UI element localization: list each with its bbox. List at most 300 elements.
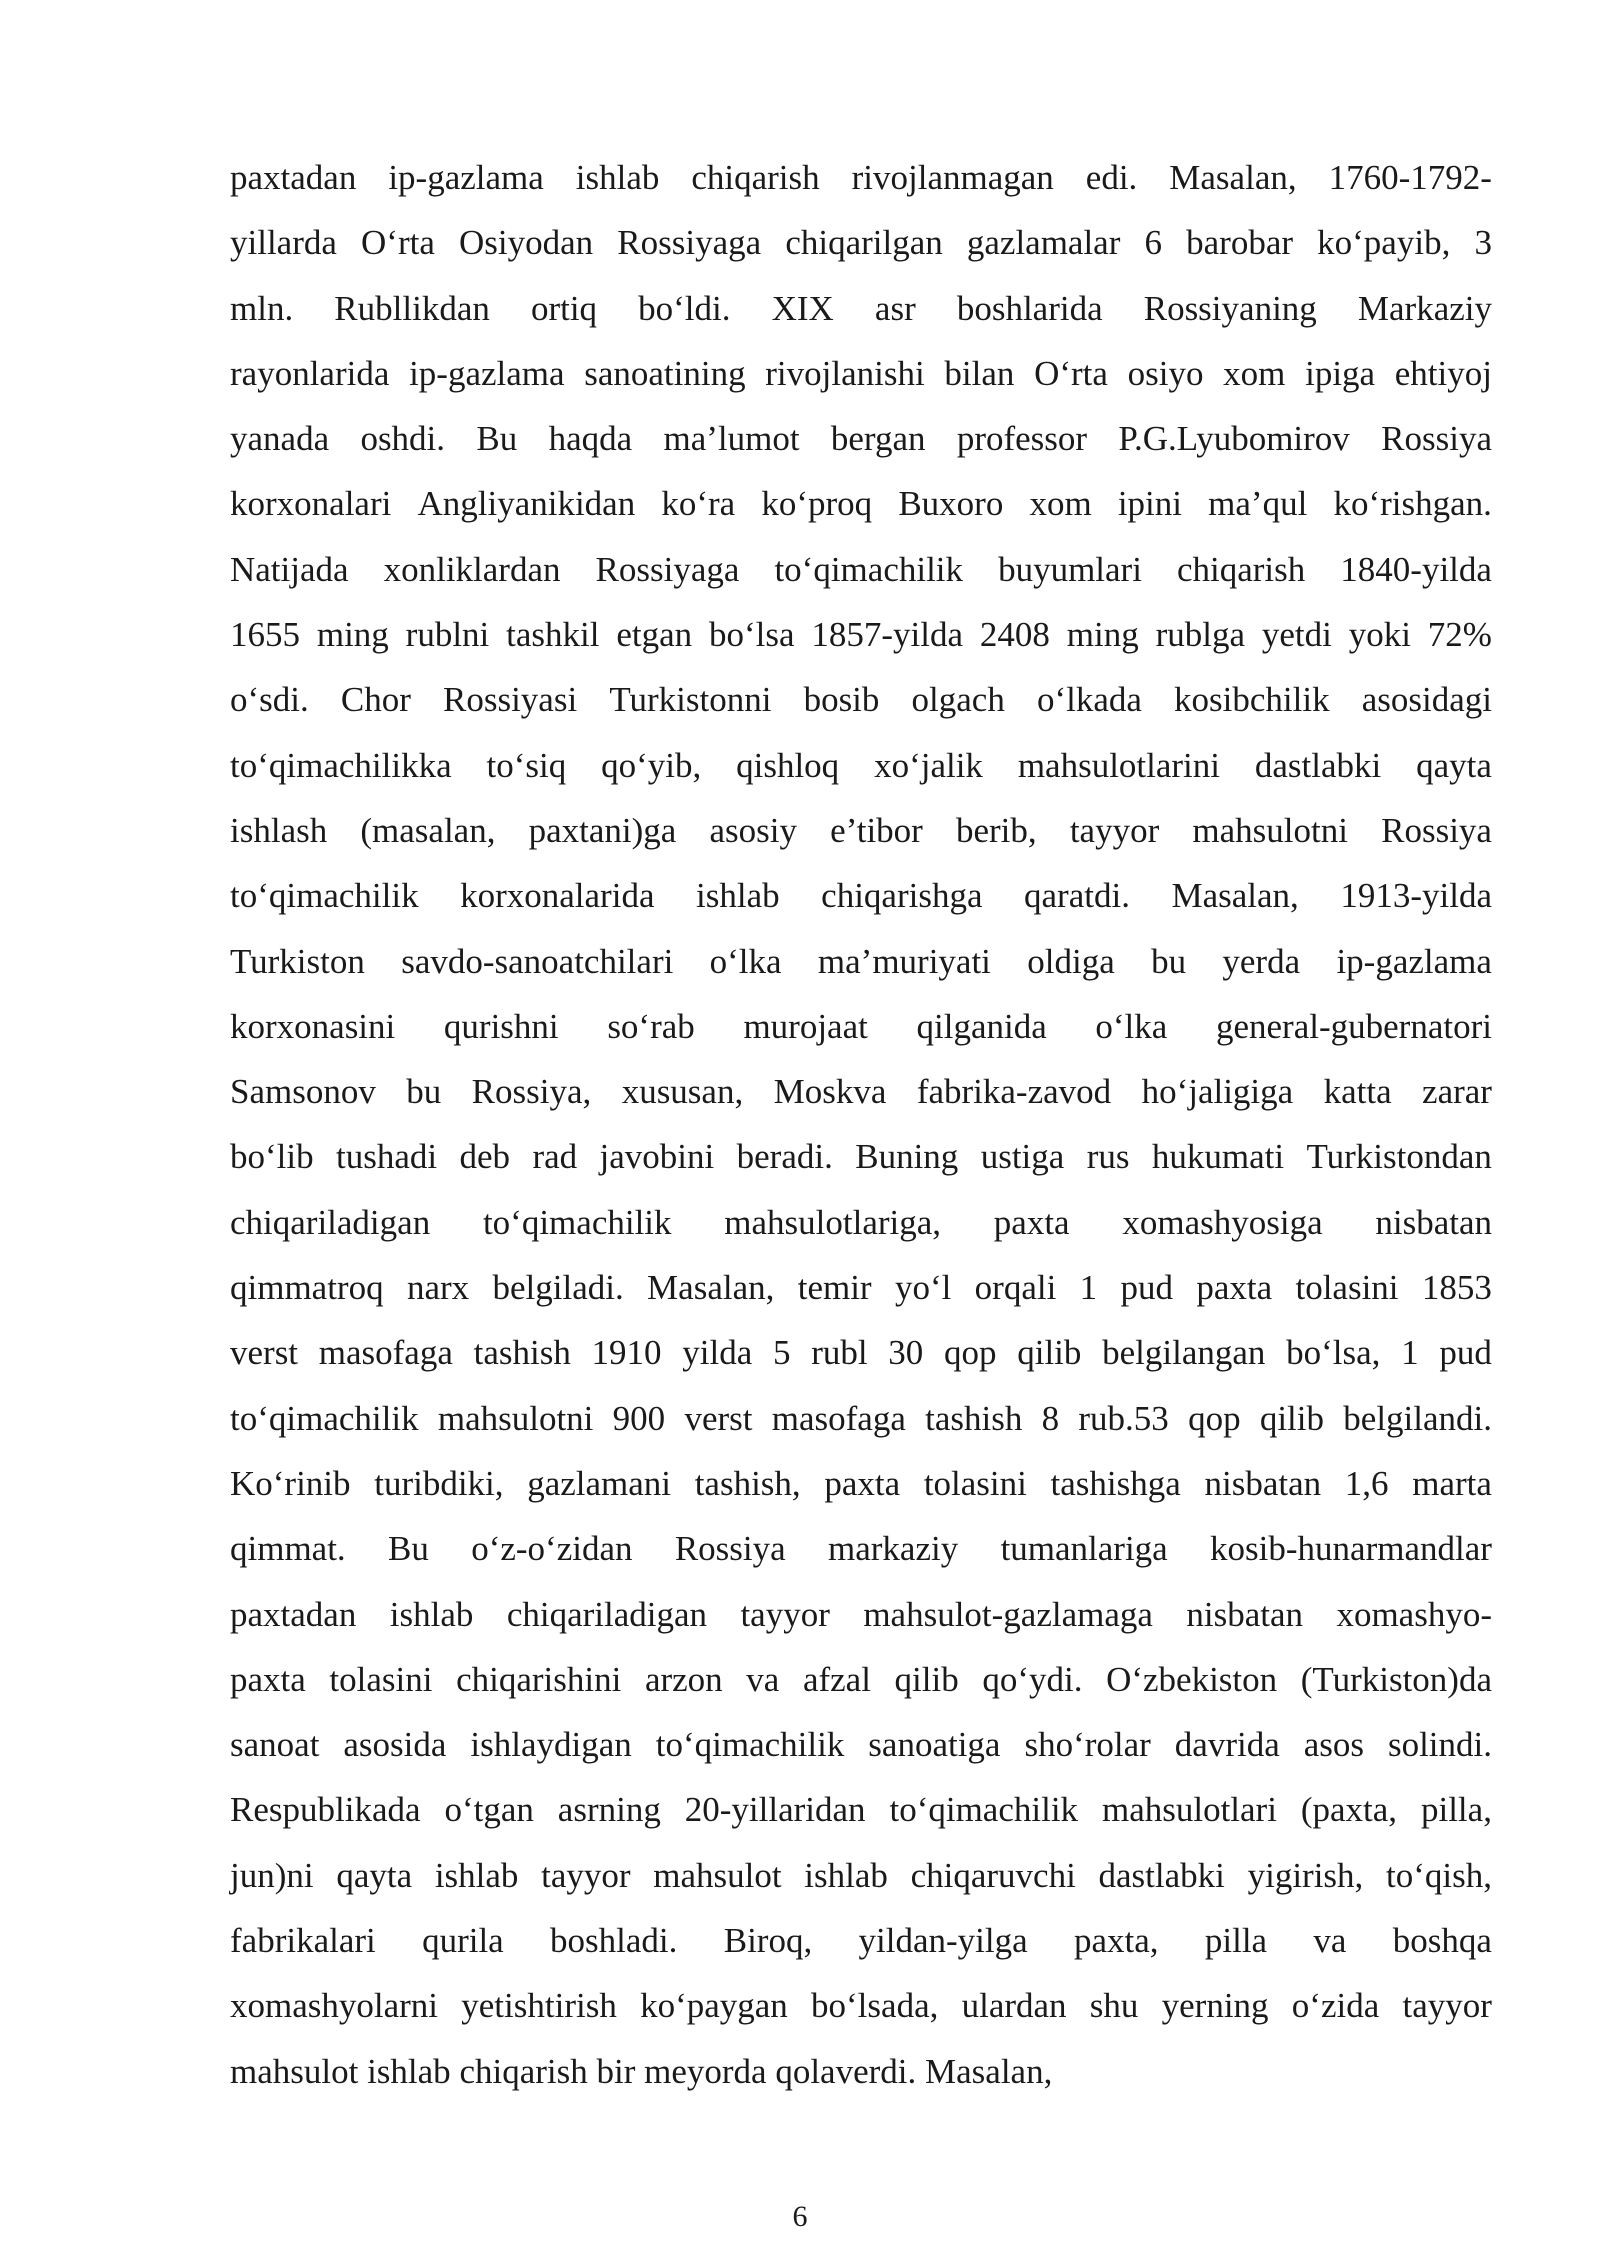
word: murojaat <box>743 1006 868 1046</box>
word: ma’lumot <box>663 419 800 459</box>
word: Bu <box>476 419 518 459</box>
word: ip-gazlama <box>409 353 565 393</box>
word: ehtiyoj <box>1394 353 1492 393</box>
word: xomashyolarni <box>230 1986 439 2026</box>
word: yetdi <box>1261 615 1332 655</box>
word: bosib <box>803 680 880 720</box>
word: Masalan, <box>647 1268 775 1308</box>
word: dastlabki <box>1098 1855 1225 1895</box>
word: Rossiya, <box>471 1072 592 1112</box>
word: oldiga <box>1027 941 1115 981</box>
word: Turkistondan <box>1306 1137 1492 1177</box>
word: korxonalari <box>230 484 392 524</box>
text-line <box>230 1908 1492 1973</box>
word: beradi. <box>736 1137 833 1177</box>
word: yigirish, <box>1247 1855 1364 1895</box>
word: ishlab <box>434 1855 519 1895</box>
word: so‘rab <box>607 1006 695 1046</box>
text-line <box>230 1059 1492 1124</box>
word: ipiga <box>1305 353 1376 393</box>
word: ko‘proq <box>761 484 873 524</box>
word: javobini <box>599 1137 715 1177</box>
word: ko‘paygan <box>640 1986 788 2026</box>
word: tashishga <box>1050 1463 1181 1503</box>
text-line <box>230 145 1492 210</box>
text-line <box>230 863 1492 928</box>
word: osiyo <box>1127 353 1204 393</box>
word: pud <box>1439 1333 1492 1373</box>
word: ho‘jaligiga <box>1141 1072 1294 1112</box>
word: mln. <box>230 288 294 328</box>
word: va <box>746 1659 780 1699</box>
word: pud <box>1120 1268 1173 1308</box>
word: bu <box>1151 941 1187 981</box>
word: buyumlari <box>998 549 1142 589</box>
word: paxtadan <box>230 158 357 197</box>
word: professor <box>956 419 1088 459</box>
word: olgach <box>911 680 1005 720</box>
word: ishlab <box>696 876 780 916</box>
word: ishlab <box>367 2051 451 2091</box>
word: qimmatroq <box>230 1268 384 1308</box>
text-line <box>230 537 1492 602</box>
word: asr <box>874 288 916 328</box>
word: to‘qish, <box>1386 1855 1492 1895</box>
word: edi. <box>1085 158 1138 197</box>
word: ortiq <box>530 288 598 328</box>
text-line <box>230 1320 1492 1385</box>
word: etgan <box>616 615 693 655</box>
word: (paxta, <box>1300 1790 1398 1830</box>
word: qimmat. <box>230 1529 346 1569</box>
word: Moskva <box>773 1072 887 1112</box>
word: Rossiyaga <box>595 549 740 589</box>
word: xom <box>1029 484 1092 524</box>
word: 1853 <box>1421 1268 1492 1308</box>
body-text <box>230 145 1492 2104</box>
word: kosibchilik <box>1174 680 1330 720</box>
word: ishlab <box>575 158 660 197</box>
text-line <box>230 602 1492 667</box>
word: (masalan, <box>360 810 496 850</box>
word: korxonalarida <box>460 876 655 916</box>
word: deb <box>459 1137 511 1177</box>
word: ma’muriyati <box>817 941 991 981</box>
word: 6 <box>1144 223 1163 263</box>
text-line <box>230 406 1492 471</box>
word: ishlab <box>389 1594 474 1634</box>
word: Rossiyaga <box>617 223 762 263</box>
word: yildan-yilga <box>858 1921 1028 1961</box>
page-number: 6 <box>792 2200 808 2233</box>
word: Turkiston <box>230 941 365 981</box>
word: bo‘lsa, <box>1286 1333 1381 1373</box>
word: bilan <box>944 353 1015 393</box>
word: qayta <box>336 1855 413 1895</box>
word: ko‘ra <box>661 484 736 524</box>
text-line <box>230 1973 1492 2038</box>
word: mahsulotlarini <box>1017 745 1221 785</box>
word: boshqa <box>1392 1921 1492 1961</box>
word: qishloq <box>736 745 840 785</box>
word: tolasini <box>923 1463 1027 1503</box>
word: 1 <box>1401 1333 1419 1373</box>
word: barobar <box>1186 223 1294 263</box>
word: rayonlarida <box>230 353 390 393</box>
word: zarar <box>1422 1072 1492 1112</box>
word: qurishni <box>443 1006 559 1046</box>
word: marta <box>1412 1463 1492 1503</box>
word: mahsulotlariga, <box>724 1202 942 1242</box>
word: Natijada <box>230 549 349 589</box>
word: nisbatan <box>1186 1594 1303 1634</box>
word: paxta <box>824 1463 901 1503</box>
word: sanoatining <box>584 353 746 393</box>
word: 1760-1792- <box>1328 158 1492 197</box>
text-line <box>230 1190 1492 1255</box>
word: paxta <box>993 1202 1070 1242</box>
word: tashish, <box>694 1463 801 1503</box>
word: ishlash <box>230 810 328 850</box>
word: asosiy <box>709 810 797 850</box>
word: Angliyanikidan <box>417 484 636 524</box>
word: Rossiya <box>674 1529 786 1569</box>
text-line <box>230 1582 1492 1647</box>
word: yerning <box>1161 1986 1269 2026</box>
word: ip-gazlama <box>1336 941 1492 981</box>
text-line <box>230 341 1492 406</box>
word: asosida <box>343 1725 447 1765</box>
word: tayyor <box>1402 1986 1492 2026</box>
word: Rubllikdan <box>334 288 490 328</box>
word: tayyor <box>541 1855 631 1895</box>
word: yanada <box>230 419 330 459</box>
word: rub.53 <box>1078 1398 1169 1438</box>
word: to‘siq <box>486 745 567 785</box>
word: Masalan, <box>1171 876 1299 916</box>
word: 900 <box>612 1398 666 1438</box>
text-line <box>230 1843 1492 1908</box>
word: Osiyodan <box>459 223 594 263</box>
text-line <box>230 1777 1492 1842</box>
word: ishlaydigan <box>470 1725 632 1765</box>
word: o‘lka <box>709 941 782 981</box>
word: XIX <box>771 288 834 328</box>
word: Bu <box>388 1529 429 1569</box>
word: savdo-sanoatchilari <box>401 941 674 981</box>
text-line <box>230 210 1492 275</box>
word: tashkil <box>506 615 600 655</box>
word: ipini <box>1117 484 1183 524</box>
text-line <box>230 1255 1492 1320</box>
word: mahsulotlari <box>1101 1790 1277 1830</box>
word: paxta <box>230 1659 306 1699</box>
word: O‘zbekiston <box>1106 1659 1278 1699</box>
word: Ko‘rinib <box>230 1463 351 1503</box>
word: mahsulot-gazlamaga <box>863 1594 1153 1634</box>
word: bir <box>596 2051 636 2091</box>
word: xom <box>1223 353 1286 393</box>
text-line <box>230 1124 1492 1189</box>
word: 1913-yilda <box>1340 876 1492 916</box>
word: ming <box>1066 615 1139 655</box>
word: o‘tgan <box>444 1790 534 1830</box>
word: o‘z-o‘zidan <box>471 1529 633 1569</box>
word: 5 <box>772 1333 791 1373</box>
word: va <box>1313 1921 1347 1961</box>
word: to‘qimachilik <box>655 1725 845 1765</box>
word: boshlarida <box>956 288 1103 328</box>
text-line <box>230 798 1492 863</box>
word: pilla, <box>1420 1790 1492 1830</box>
word: 8 <box>1041 1398 1060 1438</box>
text-line <box>230 1647 1492 1712</box>
word: berib, <box>955 810 1037 850</box>
word: bo‘ldi. <box>638 288 731 328</box>
word: chiqariladigan <box>230 1202 431 1242</box>
word: paxtadan <box>230 1594 357 1634</box>
word: masofaga <box>771 1398 906 1438</box>
word: qilib <box>1017 1333 1082 1373</box>
word: rus <box>1086 1137 1130 1177</box>
word: bo‘lib <box>230 1137 314 1177</box>
word: Rossiyaning <box>1143 288 1317 328</box>
word: nisbatan <box>1204 1463 1322 1503</box>
word: 72% <box>1427 615 1492 655</box>
word: o‘lkada <box>1036 680 1142 720</box>
word: qop <box>944 1333 997 1373</box>
text-line <box>230 733 1492 798</box>
word: rublni <box>405 615 490 655</box>
word: to‘qimachilik <box>230 876 419 916</box>
word: 3 <box>1474 223 1492 263</box>
word: chiqarish <box>1176 549 1306 589</box>
word: xususan, <box>621 1072 744 1112</box>
word: P.G.Lyubomirov <box>1118 419 1350 459</box>
word: sanoatiga <box>868 1725 1001 1765</box>
word: verst <box>684 1398 753 1438</box>
word: qo‘yib, <box>601 745 702 785</box>
word: katta <box>1323 1072 1392 1112</box>
word: ulardan <box>961 1986 1067 2026</box>
word: 2408 <box>979 615 1050 655</box>
word: turibdiki, <box>374 1463 504 1503</box>
word: mahsulot <box>230 2051 359 2091</box>
word: oshdi. <box>360 419 446 459</box>
word: belgilandi. <box>1343 1398 1492 1438</box>
word: O‘rta <box>361 223 435 263</box>
word: nisbatan <box>1375 1202 1492 1242</box>
word: tayyor <box>740 1594 830 1634</box>
word: 1,6 <box>1344 1463 1389 1503</box>
word: bu <box>406 1072 442 1112</box>
text-line <box>230 1451 1492 1516</box>
word: 1840-yilda <box>1340 549 1492 589</box>
word: Biroq, <box>723 1921 813 1961</box>
word: paxta, <box>1074 1921 1159 1961</box>
word: gazlamani <box>527 1463 672 1503</box>
text-line <box>230 471 1492 536</box>
word: xonliklardan <box>383 549 561 589</box>
word: markaziy <box>828 1529 959 1569</box>
word: qilib <box>1259 1398 1325 1438</box>
word: paxta <box>1196 1268 1273 1308</box>
word: 1 <box>1079 1268 1098 1308</box>
word: (Turkiston)da <box>1300 1659 1492 1699</box>
word: 30 <box>888 1333 924 1373</box>
word: pilla <box>1204 1921 1268 1961</box>
text-line <box>230 994 1492 1059</box>
word: 1910 <box>591 1333 662 1373</box>
word: chiqarishini <box>456 1659 622 1699</box>
word: meyorda <box>644 2051 767 2091</box>
word: Buxoro <box>898 484 1004 524</box>
word: general-gubernatori <box>1215 1006 1492 1046</box>
word: Markaziy <box>1357 288 1492 328</box>
text-line <box>230 2039 1492 2104</box>
word: to‘qimachilik <box>230 1398 419 1438</box>
word: ustiga <box>980 1137 1065 1177</box>
word: belgilangan <box>1102 1333 1266 1373</box>
word: yo‘l <box>894 1268 952 1308</box>
word: to‘qimachilik <box>774 549 964 589</box>
word: narx <box>406 1268 470 1308</box>
word: 1655 <box>230 615 300 655</box>
word: bo‘lsa <box>708 615 795 655</box>
word: yerda <box>1222 941 1301 981</box>
word: mahsulotni <box>437 1398 594 1438</box>
word: chiqariladigan <box>506 1594 708 1634</box>
word: gazlamalar <box>966 223 1121 263</box>
word: tashish <box>925 1398 1023 1438</box>
word: temir <box>797 1268 872 1308</box>
word: tolasini <box>1295 1268 1399 1308</box>
word: ko‘payib, <box>1317 223 1451 263</box>
word: paxtani)ga <box>528 810 677 850</box>
word: masofaga <box>318 1333 453 1373</box>
word: Buning <box>855 1137 959 1177</box>
word: Rossiya <box>1381 419 1492 459</box>
word: asos <box>1303 1725 1364 1765</box>
word: Masalan, <box>925 2051 1053 2091</box>
word: qayta <box>1416 745 1492 785</box>
word: jun)ni <box>230 1855 314 1895</box>
word: yilda <box>682 1333 753 1373</box>
word: to‘qimachilikka <box>230 745 452 785</box>
word: boshladi. <box>550 1921 678 1961</box>
word: shu <box>1089 1986 1139 2026</box>
word: qo‘ydi. <box>982 1659 1083 1699</box>
word: chiqarishga <box>821 876 983 916</box>
word: fabrika-zavod <box>916 1072 1112 1112</box>
word: arzon <box>644 1659 723 1699</box>
word: chiqarilgan <box>785 223 943 263</box>
word: qilib <box>894 1659 959 1699</box>
word: qolaverdi. <box>775 2051 917 2091</box>
word: mahsulot <box>653 1855 782 1895</box>
word: O‘rta <box>1034 353 1108 393</box>
word: Masalan, <box>1169 158 1297 197</box>
word: o‘zida <box>1291 1986 1380 2026</box>
word: Respublikada <box>230 1790 421 1830</box>
word: Samsonov <box>230 1072 376 1112</box>
word: belgiladi. <box>492 1268 624 1308</box>
word: rivojlanishi <box>765 353 925 393</box>
text-line <box>230 1516 1492 1581</box>
word: yetishtirish <box>461 1986 617 2026</box>
word: Turkistonni <box>609 680 772 720</box>
word: tolasini <box>329 1659 433 1699</box>
word: bo‘lsada, <box>811 1986 939 2026</box>
word: tayyor <box>1069 810 1160 850</box>
word: ko‘rishgan. <box>1333 484 1492 524</box>
word: solindi. <box>1387 1725 1492 1765</box>
word: asrning <box>557 1790 661 1830</box>
word: tushadi <box>336 1137 438 1177</box>
word: Chor <box>340 680 411 720</box>
word: Rossiya <box>1381 810 1492 850</box>
word: mahsulotni <box>1192 810 1348 850</box>
word: to‘qimachilik <box>482 1202 672 1242</box>
word: afzal <box>802 1659 871 1699</box>
word: qaratdi. <box>1024 876 1130 916</box>
word: kosib-hunarmandlar <box>1210 1529 1492 1569</box>
word: rivojlanmagan <box>851 158 1054 197</box>
word: dastlabki <box>1254 745 1382 785</box>
word: to‘qimachilik <box>889 1790 1079 1830</box>
word: sanoat <box>230 1725 320 1765</box>
word: qop <box>1188 1398 1241 1438</box>
word: rad <box>532 1137 578 1177</box>
word: haqda <box>548 419 633 459</box>
text-line <box>230 1712 1492 1777</box>
word: hukumati <box>1151 1137 1285 1177</box>
text-line <box>230 929 1492 994</box>
word: xo‘jalik <box>874 745 983 785</box>
word: korxonasini <box>230 1006 396 1046</box>
word: e’tibor <box>830 810 923 850</box>
word: chiqarish <box>459 2051 588 2091</box>
word: ma’qul <box>1208 484 1308 524</box>
word: o‘sdi. <box>230 680 309 720</box>
word: verst <box>230 1333 299 1373</box>
word: ishlab <box>804 1855 888 1895</box>
word: ming <box>316 615 389 655</box>
word: xomashyosiga <box>1122 1202 1323 1242</box>
word: Rossiyasi <box>443 680 578 720</box>
word: qurila <box>422 1921 504 1961</box>
word: ip-gazlama <box>388 158 544 197</box>
word: orqali <box>974 1268 1057 1308</box>
word: tashish <box>473 1333 571 1373</box>
text-line <box>230 667 1492 732</box>
word: 1857-yilda <box>811 615 964 655</box>
word: sho‘rolar <box>1024 1725 1151 1765</box>
text-line <box>230 276 1492 341</box>
word: yillarda <box>230 223 337 263</box>
word: asosidagi <box>1361 680 1492 720</box>
word: o‘lka <box>1095 1006 1168 1046</box>
word: fabrikalari <box>230 1921 376 1961</box>
word: bergan <box>830 419 926 459</box>
word: xomashyo- <box>1336 1594 1492 1634</box>
word: qilganida <box>916 1006 1047 1046</box>
word: davrida <box>1174 1725 1280 1765</box>
word: yoki <box>1348 615 1411 655</box>
word: rublga <box>1155 615 1245 655</box>
word: chiqaruvchi <box>910 1855 1076 1895</box>
word: rubl <box>811 1333 868 1373</box>
